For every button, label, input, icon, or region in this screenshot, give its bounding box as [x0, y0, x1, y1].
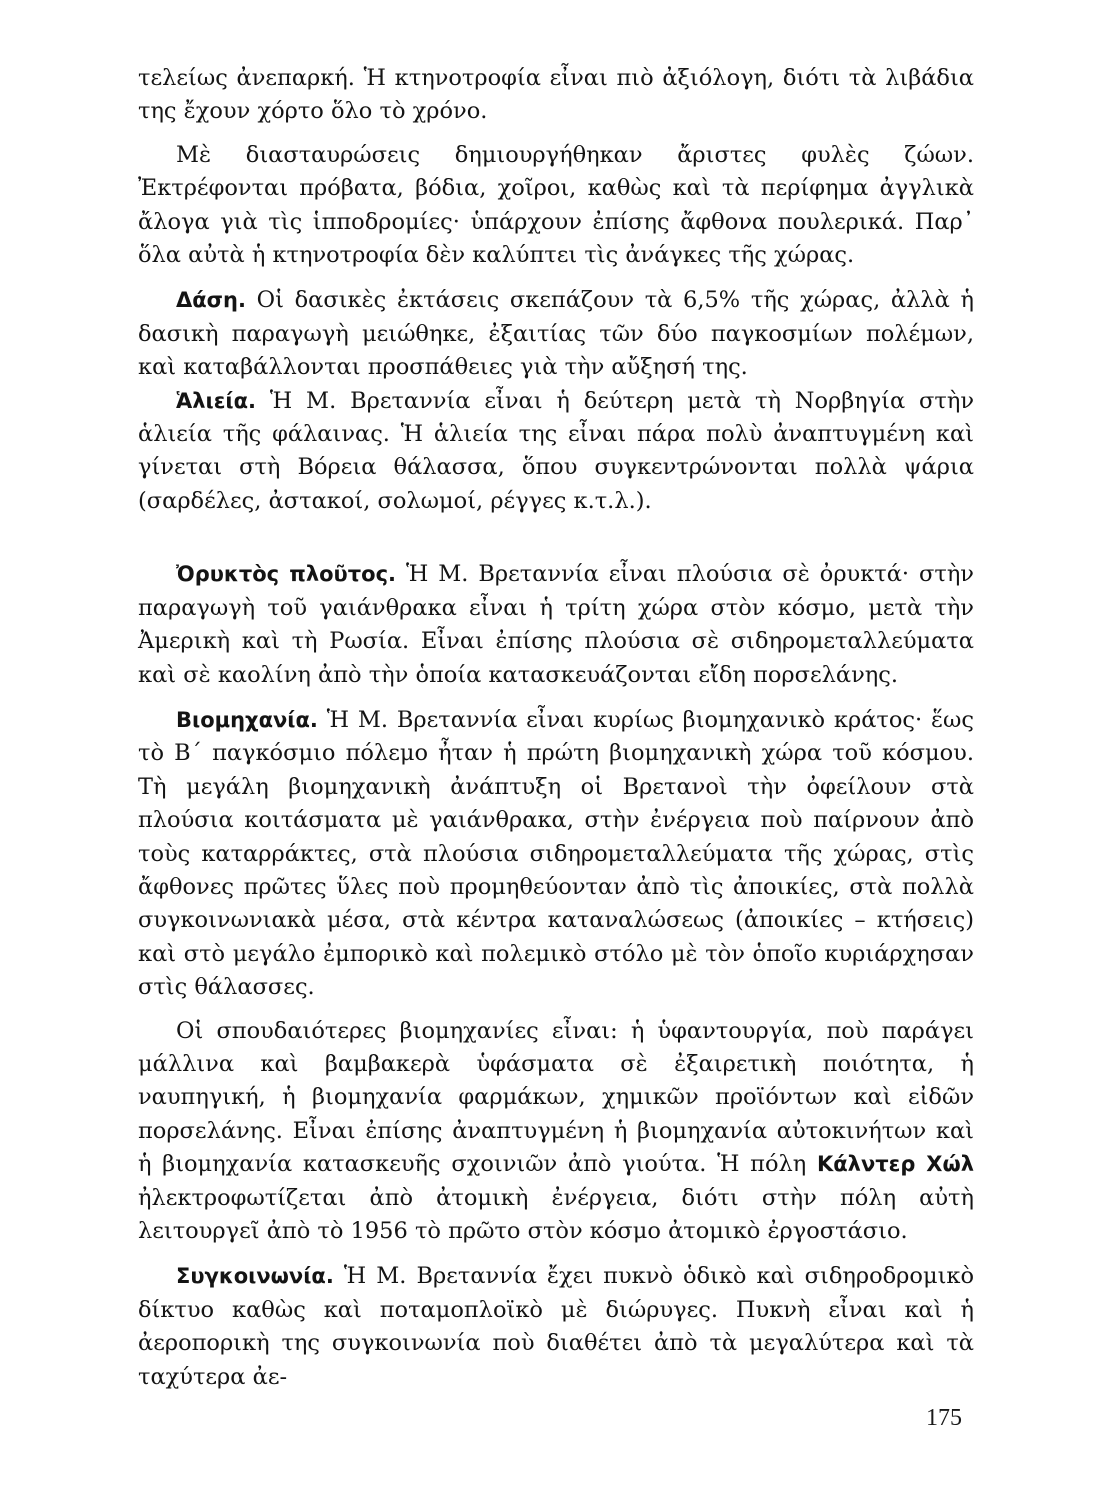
paragraph-text: Οἱ δασικὲς ἐκτάσεις σκεπάζουν τὰ 6,5% τῆς χώρας, ἀλλὰ ἡ δασικὴ παραγωγὴ μειώθηκε, ἐξαιτίας τῶν δύο παγκοσμίων πολέμων, καὶ καταβάλλονται προσπάθειες γιὰ τὴν αὔξησή της.: [138, 287, 974, 381]
section-heading-fishing: Ἁλιεία.: [176, 388, 257, 413]
paragraph-text: Ἡ Μ. Βρεταννία ἔχει πυκνὸ ὁδικὸ καὶ σιδηροδρομικὸ δίκτυο καθὼς καὶ ποταμοπλοϊκὸ μὲ διώρυγες. Πυκνὴ εἶναι καὶ ἡ ἀεροπορικὴ της συγκοινωνία ποὺ διαθέτει ἀπὸ τὰ μεγαλύτερα καὶ τὰ ταχύτερα ἀε-: [138, 1263, 974, 1390]
paragraph-crossbreeding: [138, 139, 974, 273]
section-heading-forests: Δάση.: [176, 288, 246, 313]
section-heading-transport: Συγκοινωνία.: [176, 1264, 334, 1289]
paragraph-main-industries: [138, 1015, 974, 1249]
paragraph-minerals: [138, 558, 974, 692]
paragraph-text: ἠλεκτροφωτίζεται ἀπὸ ἀτομικὴ ἐνέργεια, διότι στὴν πόλη αὐτὴ λειτουργεῖ ἀπὸ τὸ 1956 τὸ πρῶτο στὸν κόσμο ἀτομικὸ ἐργοστάσιο.: [138, 1184, 974, 1244]
emphasized-city-name: Κάλντερ Χώλ: [816, 1152, 974, 1177]
paragraph-text: τελείως ἀνεπαρκή. Ἡ κτηνοτροφία εἶναι πιὸ ἀξιόλογη, διότι τὰ λιβάδια της ἔχουν χόρτο ὅλο τὸ χρόνο.: [138, 65, 974, 125]
paragraph-text: Οἱ σπουδαιότερες βιομηχανίες εἶναι: ἡ ὑφαντουργία, ποὺ παράγει μάλλινα καὶ βαμβακερὰ ὑφάσματα σὲ ἐξαιρετικὴ ποιότητα, ἡ ναυπηγική, ἡ βιομηχανία φαρμάκων, χημικῶν προϊόντων καὶ εἰδῶν πορσελάνης. Εἶναι ἐπίσης ἀναπτυγμένη ἡ βιομηχανία αὐτοκινήτων καὶ ἡ βιομηχανία κατασκευῆς σχοινιῶν ἀπὸ γιούτα. Ἡ πόλη: [138, 1017, 974, 1178]
paragraph-text: Ἡ Μ. Βρεταννία εἶναι κυρίως βιομηχανικὸ κράτος· ἕως τὸ Β´ παγκόσμιο πόλεμο ἦταν ἡ πρώτη βιομηχανικὴ χώρα τοῦ κόσμου. Τὴ μεγάλη βιομηχανικὴ ἀνάπτυξη οἱ Βρετανοὶ τὴν ὀφείλουν στὰ πλούσια κοιτάσματα μὲ γαιάνθρακα, στὴν ἐνέργεια ποὺ παίρνουν ἀπὸ τοὺς καταρράκτες, στὰ πλούσια σιδηρομεταλλεύματα τῆς χώρας, στὶς ἄφθονες πρῶτες ὕλες ποὺ προμηθεύονταν ἀπὸ τὶς ἀποικίες, στὰ πολλὰ συγκοινωνιακὰ μέσα, στὰ κέντρα καταναλώσεως (ἀποικίες – κτήσεις) καὶ στὸ μεγάλο ἐμπορικὸ καὶ πολεμικὸ στόλο μὲ τὸν ὁποῖο κυριάρχησαν στὶς θάλασσες.: [138, 706, 974, 1001]
paragraph-industry: [138, 704, 974, 1005]
page-number: 175: [926, 1405, 962, 1431]
paragraph-text: Μὲ διασταυρώσεις δημιουργήθηκαν ἄριστες φυλὲς ζώων. Ἐκτρέφονται πρόβατα, βόδια, χοῖροι, καθὼς καὶ τὰ περίφημα ἀγγλικὰ ἄλογα γιὰ τὶς ἱπποδρομίες· ὑπάρχουν ἐπίσης ἄφθονα πουλερικά. Παρ᾽ ὅλα αὐτὰ ἡ κτηνοτροφία δὲν καλύπτει τὶς ἀνάγκες τῆς χώρας.: [138, 141, 974, 269]
body-text: [138, 62, 974, 1394]
paragraph-fishing: [138, 385, 974, 519]
paragraph-livestock-continued: [138, 62, 974, 129]
section-heading-industry: Βιομηχανία.: [176, 707, 318, 732]
paragraph-transport: [138, 1260, 974, 1394]
section-heading-minerals: Ὀρυκτὸς πλοῦτος.: [176, 562, 396, 587]
paragraph-text: Ἡ Μ. Βρεταννία εἶναι πλούσια σὲ ὀρυκτά· στὴν παραγωγὴ τοῦ γαιάνθρακα εἶναι ἡ τρίτη χώρα στὸν κόσμο, μετὰ τὴν Ἀμερικὴ καὶ τὴ Ρωσία. Εἶναι ἐπίσης πλούσια σὲ σιδηρομεταλλεύματα καὶ σὲ καολίνη ἀπὸ τὴν ὁποία κατασκευάζονται εἴδη πορσελάνης.: [138, 561, 974, 688]
paragraph-text: Ἡ Μ. Βρεταννία εἶναι ἡ δεύτερη μετὰ τὴ Νορβηγία στὴν ἁλιεία τῆς φάλαινας. Ἡ ἁλιεία της εἶναι πάρα πολὺ ἀναπτυγμένη καὶ γίνεται στὴ Βόρεια θάλασσα, ὅπου συγκεντρώνονται πολλὰ ψάρια (σαρδέλες, ἀστακοί, σολωμοί, ρέγγες κ.τ.λ.).: [138, 387, 974, 514]
paragraph-forests: [138, 284, 974, 384]
